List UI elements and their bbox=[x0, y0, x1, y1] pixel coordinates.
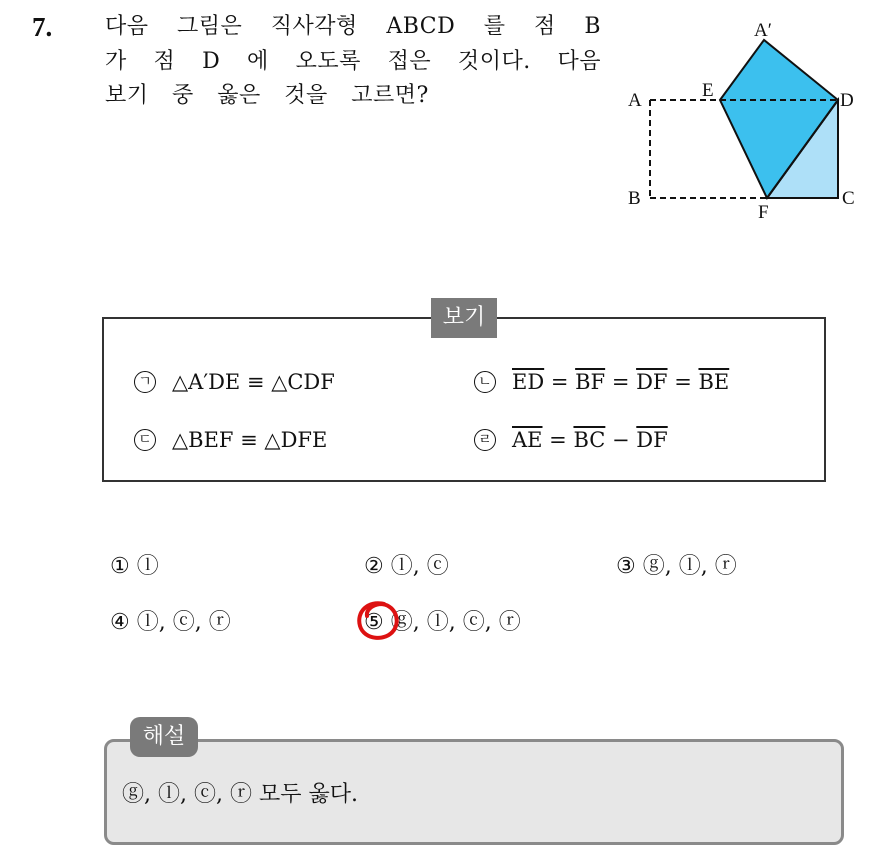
bogi-title: 보기 bbox=[431, 298, 497, 338]
label-F: F bbox=[758, 202, 769, 223]
bogi-item-1-text: △A′DE ≡ △CDF bbox=[172, 370, 335, 394]
choice-2-text: ⓛ, ⓒ bbox=[390, 554, 449, 579]
choice-4-number: ④ bbox=[110, 610, 130, 635]
bogi-item-2 bbox=[474, 370, 729, 394]
choice-3[interactable] bbox=[616, 549, 737, 580]
choice-2[interactable] bbox=[364, 549, 449, 580]
explanation-text: ⓖ, ⓛ, ⓒ, ⓡ 모두 옳다. bbox=[122, 782, 358, 807]
segment-BC: $\overline{BC}$ bbox=[573, 428, 606, 452]
segment-ED: $\overline{ED}$ bbox=[512, 370, 545, 394]
choice-4[interactable] bbox=[110, 605, 231, 636]
choice-4-text: ⓛ, ⓒ, ⓡ bbox=[136, 610, 231, 635]
minus: − bbox=[605, 428, 637, 452]
marker-rieul: ㄹ bbox=[474, 429, 496, 451]
equals: = bbox=[605, 370, 637, 394]
equals: = bbox=[544, 370, 576, 394]
label-B: B bbox=[628, 188, 641, 209]
marker-nieun: ㄴ bbox=[474, 371, 496, 393]
segment-BE: $\overline{BE}$ bbox=[698, 370, 730, 394]
bogi-box bbox=[102, 317, 826, 482]
answer-circle-mark bbox=[354, 598, 404, 644]
label-D: D bbox=[840, 90, 854, 111]
question-number: 7. bbox=[32, 12, 53, 42]
label-C: C bbox=[842, 188, 855, 209]
label-E: E bbox=[702, 80, 714, 101]
choice-1-number: ① bbox=[110, 554, 130, 579]
choice-1-text: ⓛ bbox=[136, 554, 159, 579]
label-A-prime: A′ bbox=[754, 20, 772, 41]
question-text: 다음 그림은 직사각형 ABCD 를 점 B 가 점 D 에 오도록 접은 것이다. 다음 보기 중 옳은 것을 고르면? bbox=[105, 14, 601, 108]
marker-giyeok: ㄱ bbox=[134, 371, 156, 393]
bogi-item-4 bbox=[474, 428, 668, 452]
segment-DF: $\overline{DF}$ bbox=[636, 428, 668, 452]
bogi-item-1 bbox=[134, 370, 335, 394]
folded-rectangle-figure bbox=[622, 18, 862, 228]
segment-BF: $\overline{BF}$ bbox=[575, 370, 606, 394]
equals: = bbox=[542, 428, 574, 452]
choice-5-text: ⓖ, ⓛ, ⓒ, ⓡ bbox=[390, 610, 521, 635]
marker-digeut: ㄷ bbox=[134, 429, 156, 451]
choice-1[interactable] bbox=[110, 549, 159, 580]
choice-5-number: ⑤ bbox=[364, 610, 384, 635]
segment-DF: $\overline{DF}$ bbox=[636, 370, 668, 394]
choice-3-number: ③ bbox=[616, 554, 636, 579]
choice-3-text: ⓖ, ⓛ, ⓡ bbox=[642, 554, 737, 579]
segment-AE: $\overline{AE}$ bbox=[512, 428, 543, 452]
choice-2-number: ② bbox=[364, 554, 384, 579]
bogi-item-2-expression bbox=[512, 370, 729, 394]
explanation-title: 해설 bbox=[130, 717, 198, 757]
equals: = bbox=[667, 370, 699, 394]
bogi-item-4-expression bbox=[512, 428, 668, 452]
bogi-item-3-text: △BEF ≡ △DFE bbox=[172, 428, 328, 452]
label-A: A bbox=[628, 90, 642, 111]
bogi-item-3 bbox=[134, 428, 327, 452]
